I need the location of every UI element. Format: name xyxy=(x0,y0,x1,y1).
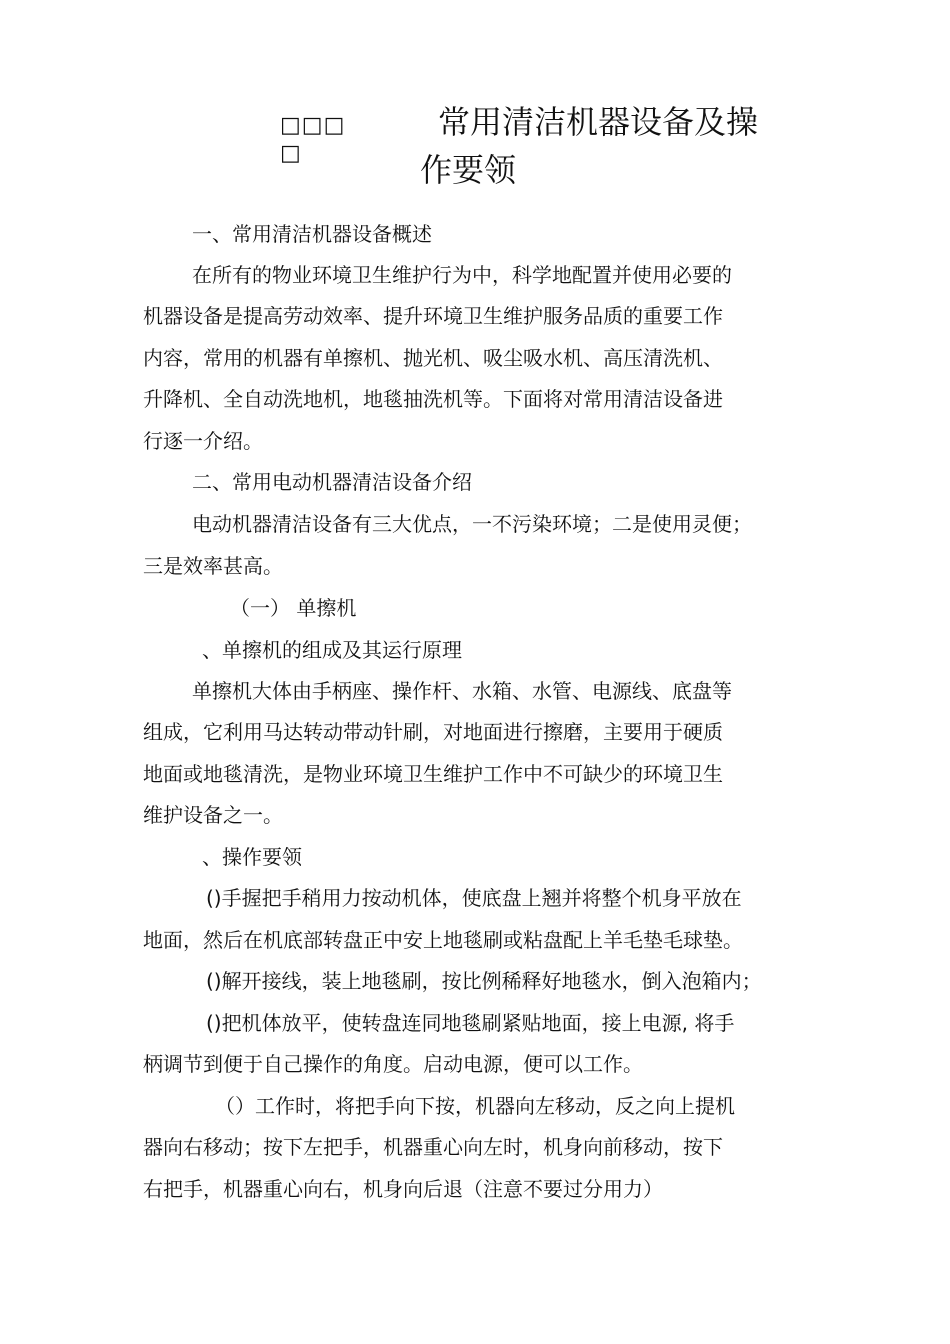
paragraph-line: 升降机、全自动洗地机，地毯抽洗机等。下面将对常用清洁设备进 xyxy=(143,387,723,411)
paragraph-line: 行逐一介绍。 xyxy=(143,429,263,453)
paragraph-line: 组成，它利用马达转动带动针刷，对地面进行擦磨，主要用于硬质 xyxy=(143,720,723,744)
paragraph-line: ()解开接线，装上地毯刷，按比例稀释好地毯水，倒入泡箱内； xyxy=(206,969,762,993)
paragraph-line: 维护设备之一。 xyxy=(143,803,283,827)
paragraph-line: 单擦机大体由手柄座、操作杆、水箱、水管、电源线、底盘等 xyxy=(192,679,732,703)
paragraph-line: 器向右移动；按下左把手，机器重心向左时，机身向前移动，按下 xyxy=(143,1135,723,1159)
document-title-line-2: 作要领 xyxy=(420,151,517,189)
paragraph-line: 三是效率甚高。 xyxy=(143,554,283,578)
paragraph-line: 电动机器清洁设备有三大优点，一不污染环境；二是使用灵便； xyxy=(192,512,752,536)
paragraph-line: ()手握把手稍用力按动机体，使底盘上翘并将整个机身平放在 xyxy=(206,886,742,910)
paragraph-line: 在所有的物业环境卫生维护行为中，科学地配置并使用必要的 xyxy=(192,263,732,287)
paragraph-line: （）工作时，将把手向下按，机器向左移动，反之向上提机 xyxy=(215,1094,735,1118)
paragraph-line: 地面，然后在机底部转盘正中安上地毯刷或粘盘配上羊毛垫毛球垫。 xyxy=(143,928,743,952)
paragraph-line: ()把机体放平，使转盘连同地毯刷紧贴地面，接上电源, 将手 xyxy=(206,1011,735,1035)
document-title-line-1: 常用清洁机器设备及操 xyxy=(438,103,759,141)
item-heading: 、操作要领 xyxy=(202,845,302,869)
section-heading-1: 一、常用清洁机器设备概述 xyxy=(192,222,432,246)
paragraph-line: 地面或地毯清洗，是物业环境卫生维护工作中不可缺少的环境卫生 xyxy=(143,762,723,786)
paragraph-line: 右把手，机器重心向右，机身向后退（注意不要过分用力） xyxy=(143,1177,663,1201)
paragraph-line: 机器设备是提高劳动效率、提升环境卫生维护服务品质的重要工作 xyxy=(143,304,723,328)
item-heading: 、单擦机的组成及其运行原理 xyxy=(202,638,462,662)
section-heading-2: 二、常用电动机器清洁设备介绍 xyxy=(192,470,472,494)
paragraph-line: 柄调节到便于自己操作的角度。启动电源，便可以工作。 xyxy=(143,1052,643,1076)
title-placeholder-glyphs: □□□□ xyxy=(280,113,346,166)
paragraph-line: 内容，常用的机器有单擦机、抛光机、吸尘吸水机、高压清洗机、 xyxy=(143,346,723,370)
subsection-heading: （一） 单擦机 xyxy=(230,596,357,620)
